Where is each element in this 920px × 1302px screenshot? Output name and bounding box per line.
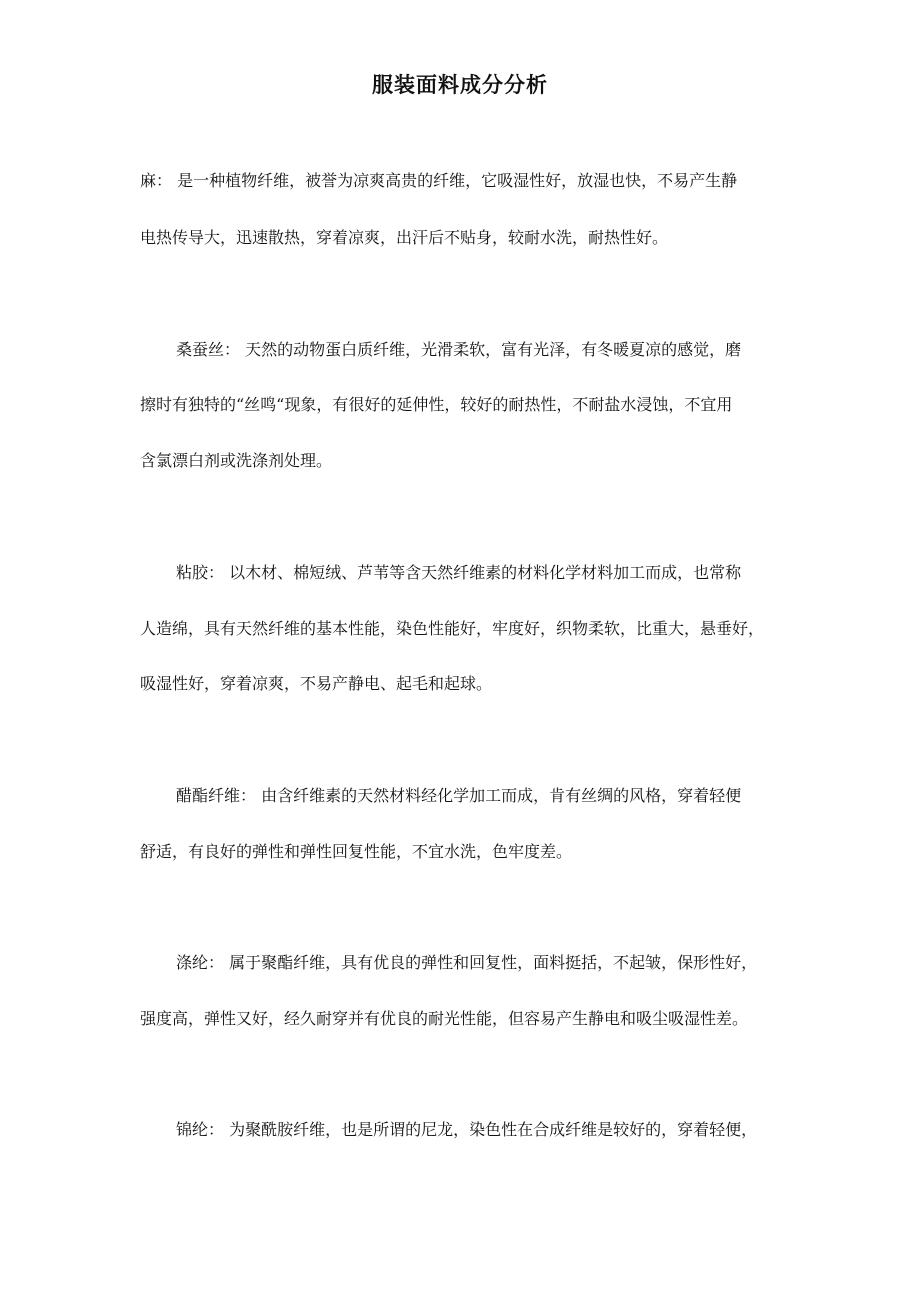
paragraph-line: 涤纶： 属于聚酯纤维，具有优良的弹性和回复性，面料挺括，不起皱，保形性好， (176, 953, 758, 972)
paragraph-line: 含氯漂白剂或洗涤剂处理。 (140, 451, 333, 470)
paragraph-line: 醋酯纤维： 由含纤维素的天然材料经化学加工而成，肯有丝绸的风格，穿着轻便 (176, 786, 742, 805)
paragraph-line: 擦时有独特的“丝鸣“现象，有很好的延伸性，较好的耐热性，不耐盐水浸蚀，不宜用 (140, 395, 733, 414)
paragraph-line: 舒适，有良好的弹性和弹性回复性能，不宜水洗，色牢度差。 (140, 842, 573, 861)
paragraph-line: 吸湿性好，穿着凉爽，不易产静电、起毛和起球。 (140, 674, 493, 693)
paragraph-line: 锦纶： 为聚酰胺纤维，也是所谓的尼龙，染色性在合成纤维是较好的，穿着轻便， (176, 1120, 758, 1139)
paragraph-line: 人造绵，具有天然纤维的基本性能，染色性能好，牢度好，织物柔软，比重大，悬垂好， (140, 619, 765, 638)
paragraph-line: 强度高，弹性又好，经久耐穿并有优良的耐光性能，但容易产生静电和吸尘吸湿性差。 (140, 1009, 749, 1028)
paragraph-line: 粘胶： 以木材、棉短绒、芦苇等含天然纤维素的材料化学材料加工而成，也常称 (176, 563, 742, 582)
document-title: 服装面料成分分析 (372, 73, 548, 98)
paragraph-line: 电热传导大，迅速散热，穿着凉爽，出汗后不贴身，较耐水洗，耐热性好。 (140, 228, 669, 247)
paragraph-line: 桑蚕丝： 天然的动物蛋白质纤维，光滑柔软，富有光泽，有冬暖夏凉的感觉，磨 (176, 340, 742, 359)
paragraph-line: 麻： 是一种植物纤维，被誉为凉爽高贵的纤维，它吸湿性好，放湿也快，不易产生静 (140, 171, 738, 190)
